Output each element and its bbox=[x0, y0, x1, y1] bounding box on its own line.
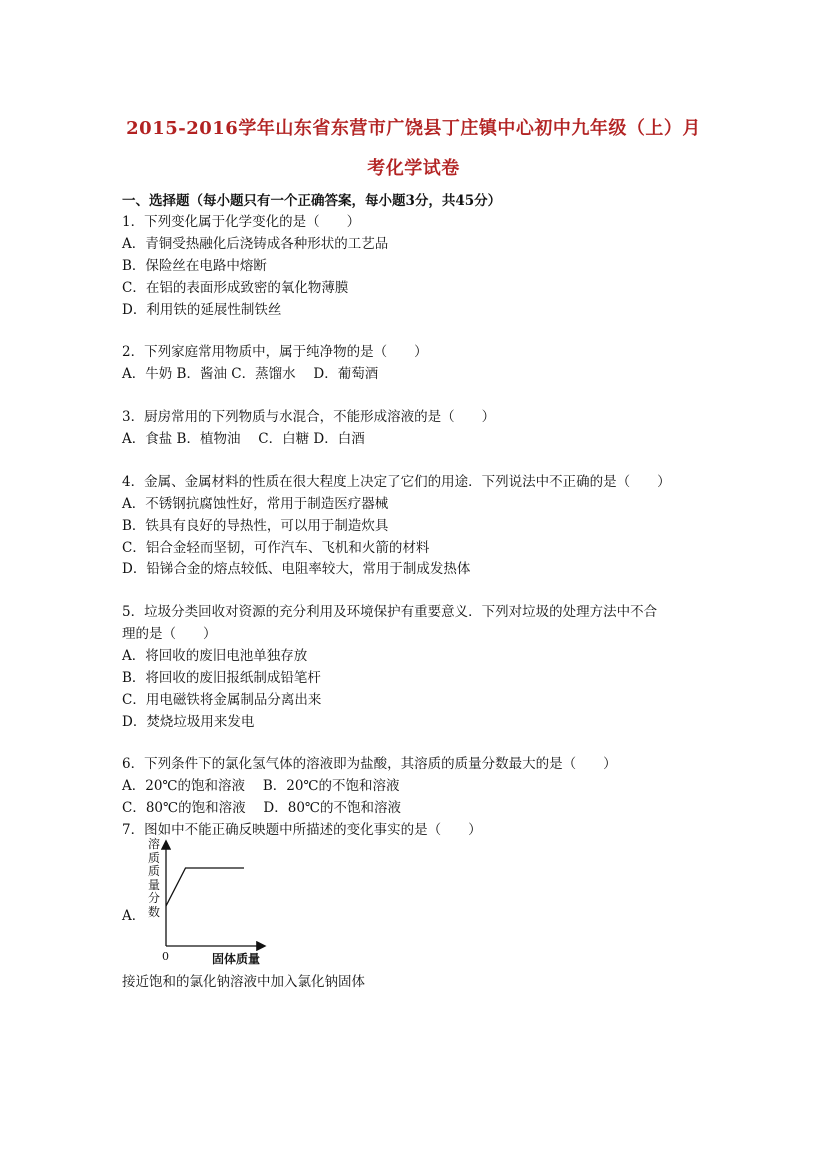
chart-x-axis-label: 固体质量 bbox=[212, 952, 261, 966]
q1-option-d: D．利用铁的延展性制铁丝 bbox=[122, 302, 282, 318]
chart-svg bbox=[122, 838, 282, 968]
q5-option-d: D．焚烧垃圾用来发电 bbox=[122, 714, 255, 730]
q7-stem: 7．图如中不能正确反映题中所描述的变化事实的是（ ） bbox=[122, 822, 482, 838]
chart-y-axis-label: 溶质质量分数 bbox=[148, 837, 161, 919]
q7-option-a-label: A． bbox=[122, 908, 146, 924]
q6-options-line1: A．20℃的饱和溶液 B．20℃的不饱和溶液 bbox=[122, 778, 400, 794]
q3-options: A．食盐 B．植物油 C．白糖 D．白酒 bbox=[122, 431, 365, 447]
q2-options: A．牛奶 B．酱油 C．蒸馏水 D．葡萄酒 bbox=[122, 366, 379, 382]
q4-option-c: C．铝合金轻而坚韧，可作汽车、飞机和火箭的材料 bbox=[122, 540, 430, 556]
q6-options-line2: C．80℃的饱和溶液 D．80℃的不饱和溶液 bbox=[122, 800, 402, 816]
q6-stem: 6．下列条件下的氯化氢气体的溶液即为盐酸，其溶质的质量分数最大的是（ ） bbox=[122, 756, 617, 772]
q5-option-c: C．用电磁铁将金属制品分离出来 bbox=[122, 692, 322, 708]
q4-option-a: A．不锈钢抗腐蚀性好，常用于制造医疗器械 bbox=[122, 496, 389, 512]
q4-stem: 4．金属、金属材料的性质在很大程度上决定了它们的用途．下列说法中不正确的是（ ） bbox=[122, 474, 671, 490]
q1-option-a: A．青铜受热融化后浇铸成各种形状的工艺品 bbox=[122, 236, 389, 252]
q7-option-a-caption: 接近饱和的氯化钠溶液中加入氯化钠固体 bbox=[122, 974, 365, 990]
q5-stem-line2: 理的是（ ） bbox=[122, 626, 217, 642]
q2-stem: 2．下列家庭常用物质中，属于纯净物的是（ ） bbox=[122, 344, 428, 360]
q5-option-a: A．将回收的废旧电池单独存放 bbox=[122, 648, 308, 664]
chart-series-line-0 bbox=[166, 868, 244, 906]
q7-option-a-chart bbox=[122, 838, 282, 968]
q1-option-b: B．保险丝在电路中熔断 bbox=[122, 258, 267, 274]
q4-option-d: D．铅锑合金的熔点较低、电阻率较大，常用于制成发热体 bbox=[122, 561, 471, 577]
q3-stem: 3．厨房常用的下列物质与水混合，不能形成溶液的是（ ） bbox=[122, 409, 496, 425]
q5-option-b: B．将回收的废旧报纸制成铅笔杆 bbox=[122, 670, 321, 686]
q5-stem-line1: 5．垃圾分类回收对资源的充分利用及环境保护有重要意义．下列对垃圾的处理方法中不合 bbox=[122, 604, 658, 620]
q1-stem: 1．下列变化属于化学变化的是（ ） bbox=[122, 214, 361, 230]
q4-option-b: B．铁具有良好的导热性，可以用于制造炊具 bbox=[122, 518, 389, 534]
section-heading: 一、选择题（每小题只有一个正确答案，每小题3分，共45分） bbox=[122, 193, 502, 209]
chart-origin-label: 0 bbox=[162, 950, 169, 963]
exam-title-line2: 考化学试卷 bbox=[367, 158, 460, 179]
q1-option-c: C．在铝的表面形成致密的氧化物薄膜 bbox=[122, 280, 349, 296]
exam-title-line1: 2015-2016学年山东省东营市广饶县丁庄镇中心初中九年级（上）月 bbox=[126, 118, 701, 139]
